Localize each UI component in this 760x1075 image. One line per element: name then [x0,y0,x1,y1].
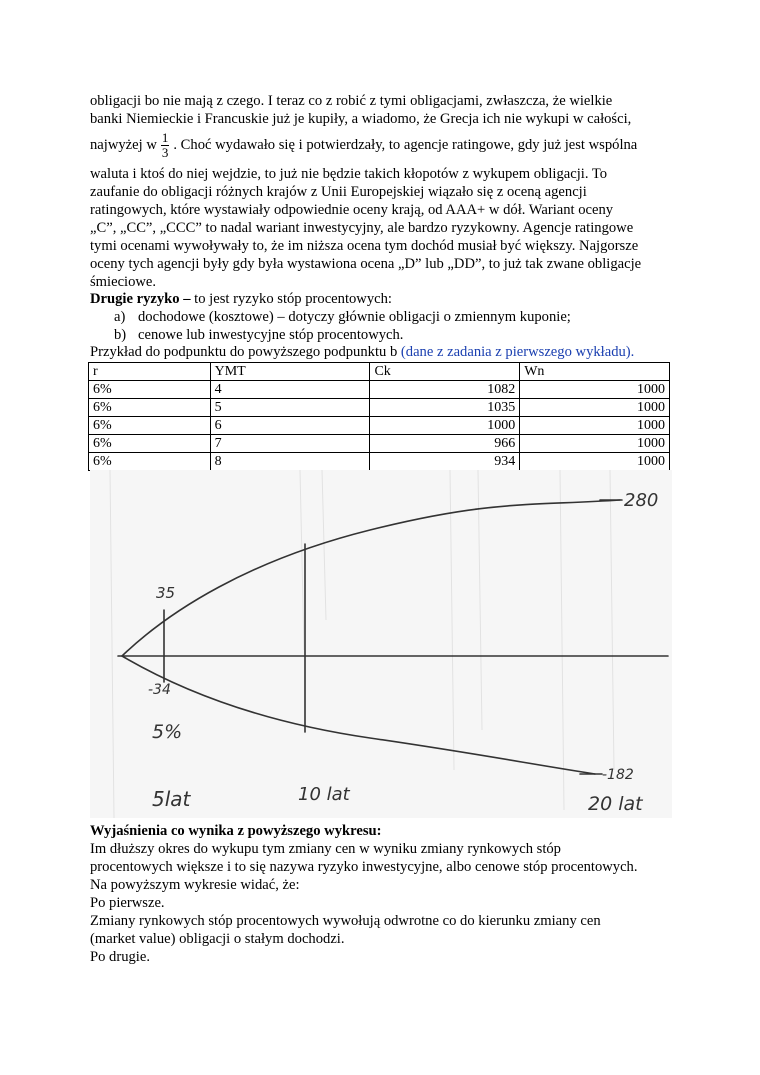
text-fragment: najwyżej w [90,137,157,153]
table-cell: 8 [210,453,370,471]
table-cell: 1082 [370,381,520,399]
list-marker: a) [114,309,126,325]
text-fragment: . Choć wydawało się i potwierdzały, to agencje ratingowe, gdy już jest wspólna [173,137,638,153]
axis-label-5: 5lat [152,787,191,811]
column-header: r [89,363,211,381]
section-heading: Drugie ryzyko – [90,291,191,307]
column-header: Wn [520,363,670,381]
label-35: 35 [156,584,176,602]
text-line: tymi ocenami wywoływały to, że im niższa ocena tym dochód musiał być większy. Najgorsze [90,238,639,254]
table-cell: 5 [210,399,370,417]
section-heading-line [90,290,392,308]
axis-label-10: 10 lat [298,784,350,805]
table-row [89,381,670,399]
text-line-with-fraction [90,127,637,163]
text-line: procentowych większe i to się nazywa ryzyko inwestycyjne, albo cenowe stóp procentowych. [90,859,638,875]
axis-label-20: 20 lat [588,793,643,815]
explanation-heading: Wyjaśnienia co wynika z powyższego wykresu: [90,823,382,839]
text-line: śmieciowe. [90,274,157,290]
table-cell: 6% [89,453,211,471]
column-header: Ck [370,363,520,381]
table-cell: 6% [89,399,211,417]
example-link[interactable]: (dane z zadania z pierwszego wykładu). [400,344,635,360]
table-cell: 4 [210,381,370,399]
example-text: Przykład do podpunktu do powyższego podpunktu b [90,344,401,360]
text-line: Po pierwsze. [90,895,165,911]
section-heading-rest: to jest ryzyko stóp procentowych: [190,291,392,307]
text-line: oceny tych agencji były gdy była wystawiona ocena „D” lub „DD”, to już tak zwane obligacje [90,256,642,272]
table-header-row [89,363,670,381]
table-cell: 1035 [370,399,520,417]
hand-drawn-sketch [90,470,672,818]
table-cell: 6% [89,381,211,399]
label-rate: 5% [152,721,183,743]
bond-table [88,362,670,471]
table-row [89,417,670,435]
text-line: banki Niemieckie i Francuskie już je kupiły, a wiadomo, że Grecja ich nie wykupi w całości, [90,111,632,127]
text-line: ratingowych, które wystawiały odpowiednie oceny krają, od AAA+ w dół. Wariant oceny [90,202,614,218]
text-line: obligacji bo nie mają z czego. I teraz co z robić z tymi obligacjami, zwłaszcza, że wielkie [90,93,613,109]
list-item: dochodowe (kosztowe) – dotyczy głównie obligacji o zmiennym kuponie; [138,309,571,325]
text-line: waluta i ktoś do niej wejdzie, to już nie będzie takich kłopotów z wykupem obligacji. To [90,166,608,182]
label-minus-34: -34 [148,682,171,698]
text-line: Na powyższym wykresie widać, że: [90,877,300,893]
table-cell: 966 [370,435,520,453]
fraction-denominator: 3 [161,144,169,160]
label-280: 280 [624,490,659,511]
example-line [90,343,634,361]
table-row [89,453,670,471]
table-cell: 1000 [520,399,670,417]
sketch-paper [90,470,672,818]
table-cell: 1000 [370,417,520,435]
table-cell: 1000 [520,435,670,453]
text-line: Po drugie. [90,949,150,965]
table-cell: 6 [210,417,370,435]
table-cell: 6% [89,417,211,435]
list-item: cenowe lub inwestycyjne stóp procentowych. [138,327,404,343]
fraction-numerator: 1 [161,129,169,145]
table-row [89,435,670,453]
text-line: zaufanie do obligacji różnych krajów z Unii Europejskiej wiązało się z oceną agencji [90,184,587,200]
column-header: YMT [210,363,370,381]
table-cell: 934 [370,453,520,471]
table-cell: 1000 [520,417,670,435]
list-marker: b) [114,327,127,343]
table-row [89,399,670,417]
table-cell: 6% [89,435,211,453]
table-cell: 1000 [520,453,670,471]
label-minus-182: -182 [602,767,634,783]
text-line: „C”, „CC”, „CCC” to nadal wariant inwestycyjny, ale bardzo ryzykowny. Agencje ratingowe [90,220,634,236]
fraction [161,131,170,160]
table-cell: 7 [210,435,370,453]
text-line: (market value) obligacji o stałym dochodzi. [90,931,345,947]
text-line: Zmiany rynkowych stóp procentowych wywołują odwrotne co do kierunku zmiany cen [90,913,601,929]
table-cell: 1000 [520,381,670,399]
text-line: Im dłuższy okres do wykupu tym zmiany cen w wyniku zmiany rynkowych stóp [90,841,561,857]
